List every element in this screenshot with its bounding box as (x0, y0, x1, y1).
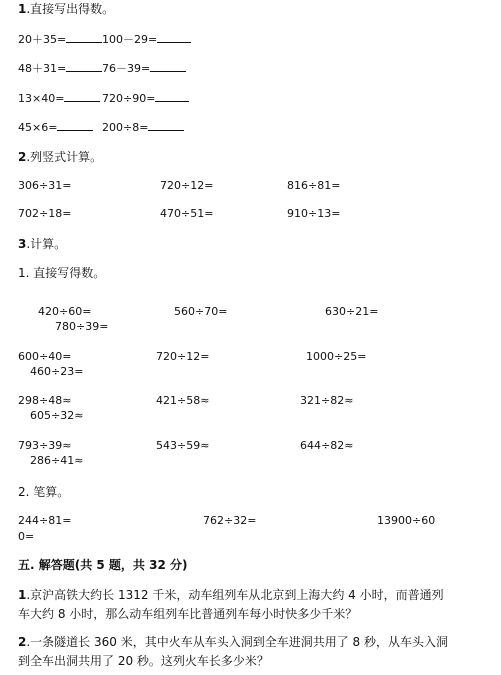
problem: 600÷40= (18, 350, 72, 363)
problem: 1000÷25= (306, 350, 367, 363)
problem: 720÷12= (160, 179, 214, 192)
problem: 200÷8= (102, 119, 184, 135)
problem: 100－29= (102, 31, 191, 47)
section-1-number: 1 (18, 2, 27, 16)
problem: 20＋35= (18, 31, 102, 47)
problem: 460÷23= (30, 365, 84, 378)
section-2-heading (18, 150, 102, 164)
word-problem-2 (18, 633, 448, 671)
problem: 470÷51= (160, 207, 214, 220)
section-2-title: .列竖式计算。 (26, 150, 103, 164)
problem: 720÷90= (102, 90, 189, 106)
problem: 630÷21= (325, 305, 379, 318)
section-3-heading (18, 237, 66, 251)
answer-blank[interactable] (155, 90, 189, 102)
question-number: 2 (18, 635, 27, 649)
section-3-title: .计算。 (26, 237, 67, 251)
section-3-number: 3 (18, 237, 27, 251)
answer-blank[interactable] (57, 119, 93, 131)
problem: 45×6= (18, 119, 93, 135)
problem: 13×40= (18, 90, 100, 106)
word-problem-1 (18, 586, 448, 624)
problem: 793÷39≈ (18, 439, 72, 452)
section-1-heading (18, 2, 114, 16)
question-text: .京沪高铁大约长 1312 千米，动车组列车从北京到上海大约 4 小时，而普通列车大约 8 小时，那么动车组列车比普通列车每小时快多少千米？ (18, 588, 444, 621)
problem: 286÷41≈ (30, 454, 84, 467)
answer-blank[interactable] (157, 31, 191, 43)
question-text: .一条隧道长 360 米，其中火车从车头入洞到全车进洞共用了 8 秒，从车头入洞到全车出洞共用了 20 秒。这列火车长多少米？ (18, 635, 448, 668)
section-1-title: .直接写出得数。 (26, 2, 115, 16)
problem: 48＋31= (18, 60, 102, 76)
answer-blank[interactable] (150, 60, 186, 72)
section-5-title: 五. 解答题(共 5 题，共 32 分) (18, 558, 188, 572)
subsection-title: 1. 直接写得数。 (18, 266, 106, 280)
section-2-number: 2 (18, 150, 27, 164)
problem: 244÷81= (18, 514, 72, 527)
answer-blank[interactable] (66, 31, 102, 43)
problem: 560÷70= (174, 305, 228, 318)
problem: 910÷13= (287, 207, 341, 220)
problem: 306÷31= (18, 179, 72, 192)
problem: 421÷58≈ (156, 394, 210, 407)
problem: 644÷82≈ (300, 439, 354, 452)
problem: 298÷48≈ (18, 394, 72, 407)
problem: 816÷81= (287, 179, 341, 192)
answer-blank[interactable] (66, 60, 102, 72)
answer-blank[interactable] (64, 90, 100, 102)
problem-continuation: 0= (18, 530, 35, 543)
problem: 76－39= (102, 60, 186, 76)
problem: 321÷82≈ (300, 394, 354, 407)
question-number: 1 (18, 588, 27, 602)
problem: 720÷12= (156, 350, 210, 363)
answer-blank[interactable] (148, 119, 184, 131)
problem: 762÷32= (203, 514, 257, 527)
problem: 420÷60= (38, 305, 92, 318)
problem: 605÷32≈ (30, 409, 84, 422)
problem: 702÷18= (18, 207, 72, 220)
problem: 13900÷60 (377, 514, 436, 527)
problem: 780÷39= (55, 320, 109, 333)
problem: 543÷59≈ (156, 439, 210, 452)
subsection-title: 2. 笔算。 (18, 485, 70, 499)
